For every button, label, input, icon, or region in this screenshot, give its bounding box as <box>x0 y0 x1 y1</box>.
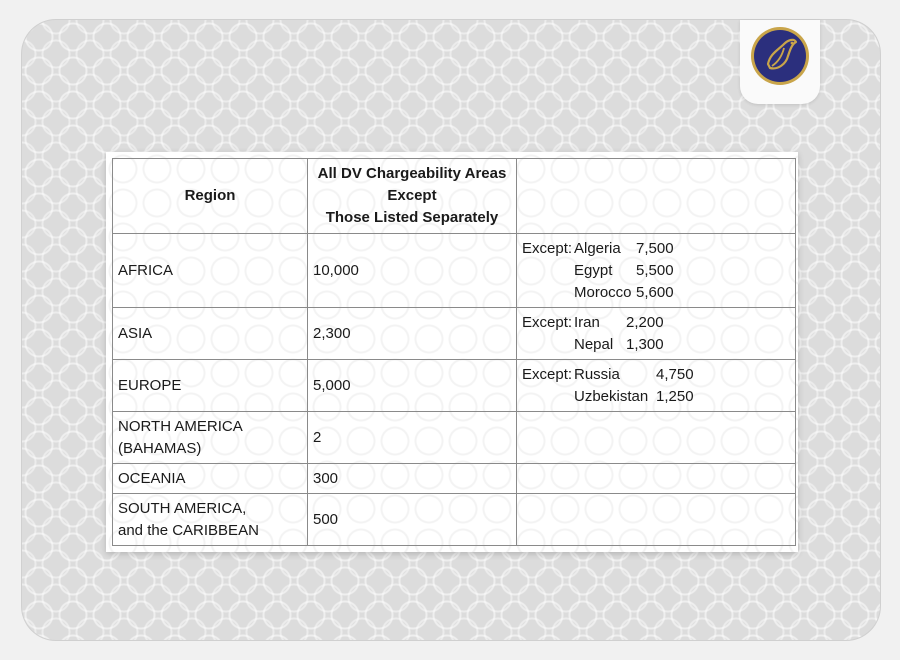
exception-value: 2,200 <box>626 313 664 331</box>
exception-country: Egypt <box>574 261 613 279</box>
header-all-dv-areas <box>308 159 517 234</box>
cell-value: 5,000 <box>308 360 517 412</box>
cell-region <box>113 494 308 546</box>
exception-lead <box>522 386 574 408</box>
exception-line <box>522 312 795 334</box>
exception-country: Morocco <box>574 283 632 301</box>
exception-country: Uzbekistan <box>574 387 649 405</box>
table-row <box>113 412 796 464</box>
exception-country: Algeria <box>574 239 621 257</box>
exception-line <box>522 282 795 304</box>
header-exceptions <box>517 159 796 234</box>
dv-allocation-table <box>112 158 796 546</box>
region-line2: and the CARIBBEAN <box>118 521 259 539</box>
exception-value: 7,500 <box>636 239 674 257</box>
table-row <box>113 234 796 308</box>
exception-lead <box>522 260 574 282</box>
cell-exceptions <box>517 234 796 308</box>
table-row <box>113 360 796 412</box>
table-row <box>113 494 796 546</box>
cell-value: 10,000 <box>308 234 517 308</box>
exception-value: 5,600 <box>636 283 674 301</box>
dove-logo-icon <box>748 24 812 88</box>
cell-region: EUROPE <box>113 360 308 412</box>
cell-value: 300 <box>308 464 517 494</box>
cell-exceptions <box>517 308 796 360</box>
exception-lead: Except: <box>522 239 573 257</box>
logo-tab <box>740 20 820 104</box>
table-row <box>113 308 796 360</box>
cell-region <box>113 412 308 464</box>
header-all-dv-line2: Except <box>387 187 437 204</box>
cell-region: OCEANIA <box>113 464 308 494</box>
header-all-dv-line1: All DV Chargeability Areas <box>317 165 507 182</box>
exception-value: 1,300 <box>626 335 664 353</box>
cell-value: 2,300 <box>308 308 517 360</box>
exception-value: 5,500 <box>636 261 674 279</box>
exception-value: 1,250 <box>656 387 694 405</box>
exception-country: Nepal <box>574 335 614 353</box>
exception-value: 4,750 <box>656 365 694 383</box>
exception-lead: Except: <box>522 313 573 331</box>
cell-exceptions <box>517 412 796 464</box>
header-all-dv-line3: Those Listed Separately <box>325 209 499 226</box>
cell-region: AFRICA <box>113 234 308 308</box>
document-panel <box>106 152 798 552</box>
exception-line <box>522 238 795 260</box>
region-line1: SOUTH AMERICA, <box>118 499 247 517</box>
header-region: Region <box>113 159 308 234</box>
exception-lead: Except: <box>522 365 573 383</box>
exception-line <box>522 364 795 386</box>
exception-lead <box>522 282 574 304</box>
cell-region: ASIA <box>113 308 308 360</box>
cell-exceptions <box>517 494 796 546</box>
cell-exceptions <box>517 360 796 412</box>
cell-value: 500 <box>308 494 517 546</box>
exception-country: Iran <box>574 313 600 331</box>
region-line2: (BAHAMAS) <box>118 439 202 457</box>
exception-line <box>522 386 795 408</box>
exception-line <box>522 334 795 356</box>
region-line1: NORTH AMERICA <box>118 417 243 435</box>
table-row <box>113 464 796 494</box>
exception-lead <box>522 334 574 356</box>
exception-line <box>522 260 795 282</box>
cell-exceptions <box>517 464 796 494</box>
cell-value: 2 <box>308 412 517 464</box>
exception-country: Russia <box>574 365 620 383</box>
table-header-row <box>113 159 796 234</box>
